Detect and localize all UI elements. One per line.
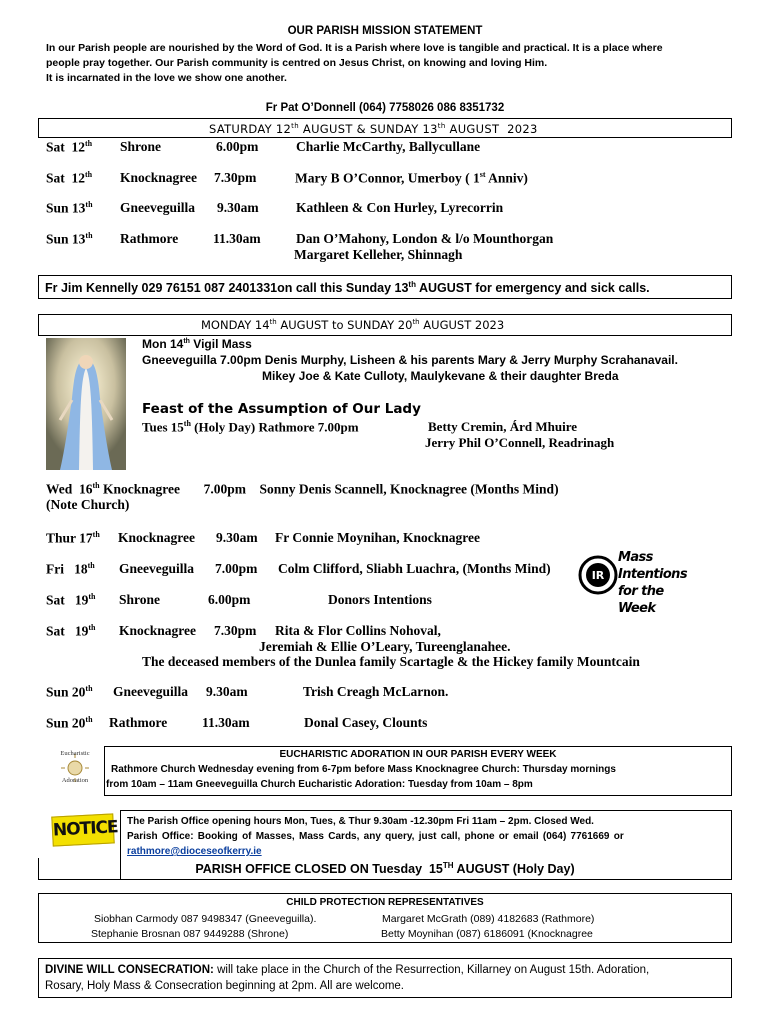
mass-intention: Donal Casey, Clounts [304, 715, 428, 730]
mass-place: Knocknagree [120, 170, 197, 185]
weekend-heading: SATURDAY 12th AUGUST & SUNDAY 13th AUGUST 2023 [209, 122, 538, 136]
priest-contact: Fr Pat O’Donnell (064) 7758026 086 8351732 [265, 102, 505, 114]
mission-title: OUR PARISH MISSION STATEMENT [287, 25, 483, 37]
mass-intention: Trish Creagh McLarnon. [303, 684, 449, 699]
notice-line-2: Parish Office: Booking of Masses, Mass Cards, any query, just call, phone or email (064) 7761669 or [127, 831, 624, 842]
notice-line-1: The Parish Office opening hours Mon, Tues, & Thur 9.30am -12.30pm Fri 11am – 2pm. Closed Wed. [127, 816, 594, 827]
mass-intentions-logo [578, 545, 692, 616]
vigil-line-1: Gneeveguilla 7.00pm Denis Murphy, Lisheen & his parents Mary & Jerry Murphy Scrahanavail. [142, 353, 678, 367]
mass-place: Gneeveguilla [120, 200, 195, 215]
mass-intention-2: Margaret Kelleher, Shinnagh [294, 247, 463, 262]
week-heading: MONDAY 14th AUGUST to SUNDAY 20th AUGUST 2023 [201, 318, 505, 332]
mass-place: Rathmore [120, 231, 179, 246]
adoration-line-1: Rathmore Church Wednesday evening from 6-7pm before Mass Knocknagree Church: Thursday mornings [111, 764, 616, 775]
child-rep-1: Siobhan Carmody 087 9498347 (Gneeveguilla). [94, 913, 317, 925]
mass-day: Sat 12th [46, 139, 93, 155]
mass-time: 7.30pm [214, 170, 257, 185]
mass-day: Sun 13th [46, 231, 93, 247]
mass-day: Sun 20th [46, 684, 93, 700]
madonna-image [46, 338, 126, 470]
mass-place: Knocknagree [118, 530, 195, 545]
mass-day: Sat 19th [46, 623, 96, 639]
divine-will-label: DIVINE WILL CONSECRATION: [45, 964, 214, 976]
mass-place: Shrone [119, 592, 161, 607]
mass-intention: Dan O’Mahony, London & l/o Mounthorgan [296, 231, 554, 246]
oncall-text: Fr Jim Kennelly 029 76151 087 2401331on call this Sunday 13th AUGUST for emergency and sick calls. [45, 280, 650, 296]
mass-day: Sun 13th [46, 200, 93, 216]
mass-place: Knocknagree [119, 623, 196, 638]
mass-day: Thur 17th [46, 530, 100, 546]
mass-day: Sat 19th [46, 592, 96, 608]
mass-intention: Rita & Flor Collins Nohoval, [275, 623, 441, 638]
mass-time: 6.00pm [208, 592, 251, 607]
mass-place: Rathmore [109, 715, 168, 730]
feast-intention-1: Betty Cremin, Árd Mhuire [428, 419, 577, 434]
notice-badge-text: NOTICE [52, 817, 119, 841]
feast-intention-2: Jerry Phil O’Connell, Readrinagh [425, 435, 615, 450]
mass-intention-3: The deceased members of the Dunlea family Scartagle & the Hickey family Mountcain [142, 654, 640, 669]
mass-time: 7.30pm [214, 623, 257, 638]
mass-time: 9.30am [217, 200, 259, 215]
divine-will-text: will take place in the Church of the Resurrection, Killarney on August 15th. Adoration, [213, 964, 650, 976]
office-closed-box [38, 858, 732, 880]
mass-intention: Mary B O’Connor, Umerboy ( 1st Anniv) [295, 170, 528, 186]
child-rep-3: Margaret McGrath (089) 4182683 (Rathmore) [382, 913, 595, 925]
adoration-line-2: from 10am – 11am Gneeveguilla Church Eucharistic Adoration: Tuesday from 10am – 8pm [106, 779, 533, 790]
week-heading-box [38, 314, 732, 336]
mass-intention: Fr Connie Moynihan, Knocknagree [275, 530, 481, 545]
svg-text:IR: IR [591, 569, 605, 582]
mass-time: 7.00pm [215, 561, 258, 576]
mass-day: Fri 18th [46, 561, 95, 577]
wed-line: Wed 16th Knocknagree 7.00pm Sonny Denis Scannell, Knocknagree (Months Mind) [46, 481, 559, 497]
mission-line-2: people pray together. Our Parish community is centred on Jesus Christ, on knowing and loving Him. [46, 57, 548, 69]
feast-title: Feast of the Assumption of Our Lady [142, 401, 421, 417]
mass-intention-2: Jeremiah & Ellie O’Leary, Tureenglanahee. [259, 639, 511, 654]
mass-place: Shrone [120, 139, 162, 154]
feast-line: Tues 15th (Holy Day) Rathmore 7.00pm [142, 419, 359, 435]
office-email-link[interactable]: rathmore@dioceseofkerry.ie [127, 846, 262, 857]
vigil-title: Mon 14th Vigil Mass [142, 337, 252, 351]
child-rep-4: Betty Moynihan (087) 6186091 (Knocknagree [381, 928, 593, 940]
mass-intentions-text: Mass Intentions for the Week [618, 550, 687, 616]
adoration-title: EUCHARISTIC ADORATION IN OUR PARISH EVERY WEEK [279, 749, 557, 760]
divine-will-box [38, 958, 732, 998]
divine-will-line-1 [45, 964, 649, 976]
adoration-box [104, 746, 732, 796]
weekend-heading-box [38, 118, 732, 138]
notice-badge [51, 813, 119, 846]
child-protection-title: CHILD PROTECTION REPRESENTATIVES [286, 897, 484, 908]
mission-line-3: It is incarnated in the love we show one another. [46, 72, 287, 84]
mass-day: Sun 20th [46, 715, 93, 731]
adoration-icon-label: Eucharistic [60, 750, 90, 757]
eucharistic-adoration-icon [50, 750, 100, 790]
child-protection-box [38, 893, 732, 943]
mass-intention: Kathleen & Con Hurley, Lyrecorrin [296, 200, 504, 215]
vigil-line-2: Mikey Joe & Kate Culloty, Maulykevane & their daughter Breda [262, 369, 619, 383]
mass-time: 9.30am [206, 684, 248, 699]
mass-time: 9.30am [216, 530, 258, 545]
child-rep-2: Stephanie Brosnan 087 9449288 (Shrone) [91, 928, 289, 940]
mass-day: Sat 12th [46, 170, 93, 186]
wed-note: (Note Church) [46, 497, 130, 512]
mass-time: 11.30am [213, 231, 261, 246]
adoration-icon-label: Adoration [61, 777, 89, 784]
oncall-box [38, 275, 732, 299]
mass-time: 11.30am [202, 715, 250, 730]
office-closed-text: PARISH OFFICE CLOSED ON Tuesday 15TH AUGUST (Holy Day) [195, 861, 575, 877]
mass-intention: Charlie McCarthy, Ballycullane [296, 139, 481, 154]
mass-intention: Colm Clifford, Sliabh Luachra, (Months Mind) [278, 561, 551, 576]
divine-will-line-2: Rosary, Holy Mass & Consecration beginning at 2pm. All are welcome. [45, 980, 405, 992]
mass-place: Gneeveguilla [113, 684, 188, 699]
mission-line-1: In our Parish people are nourished by the Word of God. It is a Parish where love is tangible and practical. It is a place where [46, 42, 663, 54]
mass-place: Gneeveguilla [119, 561, 194, 576]
mass-time: 6.00pm [216, 139, 259, 154]
mass-intention: Donors Intentions [328, 592, 432, 607]
